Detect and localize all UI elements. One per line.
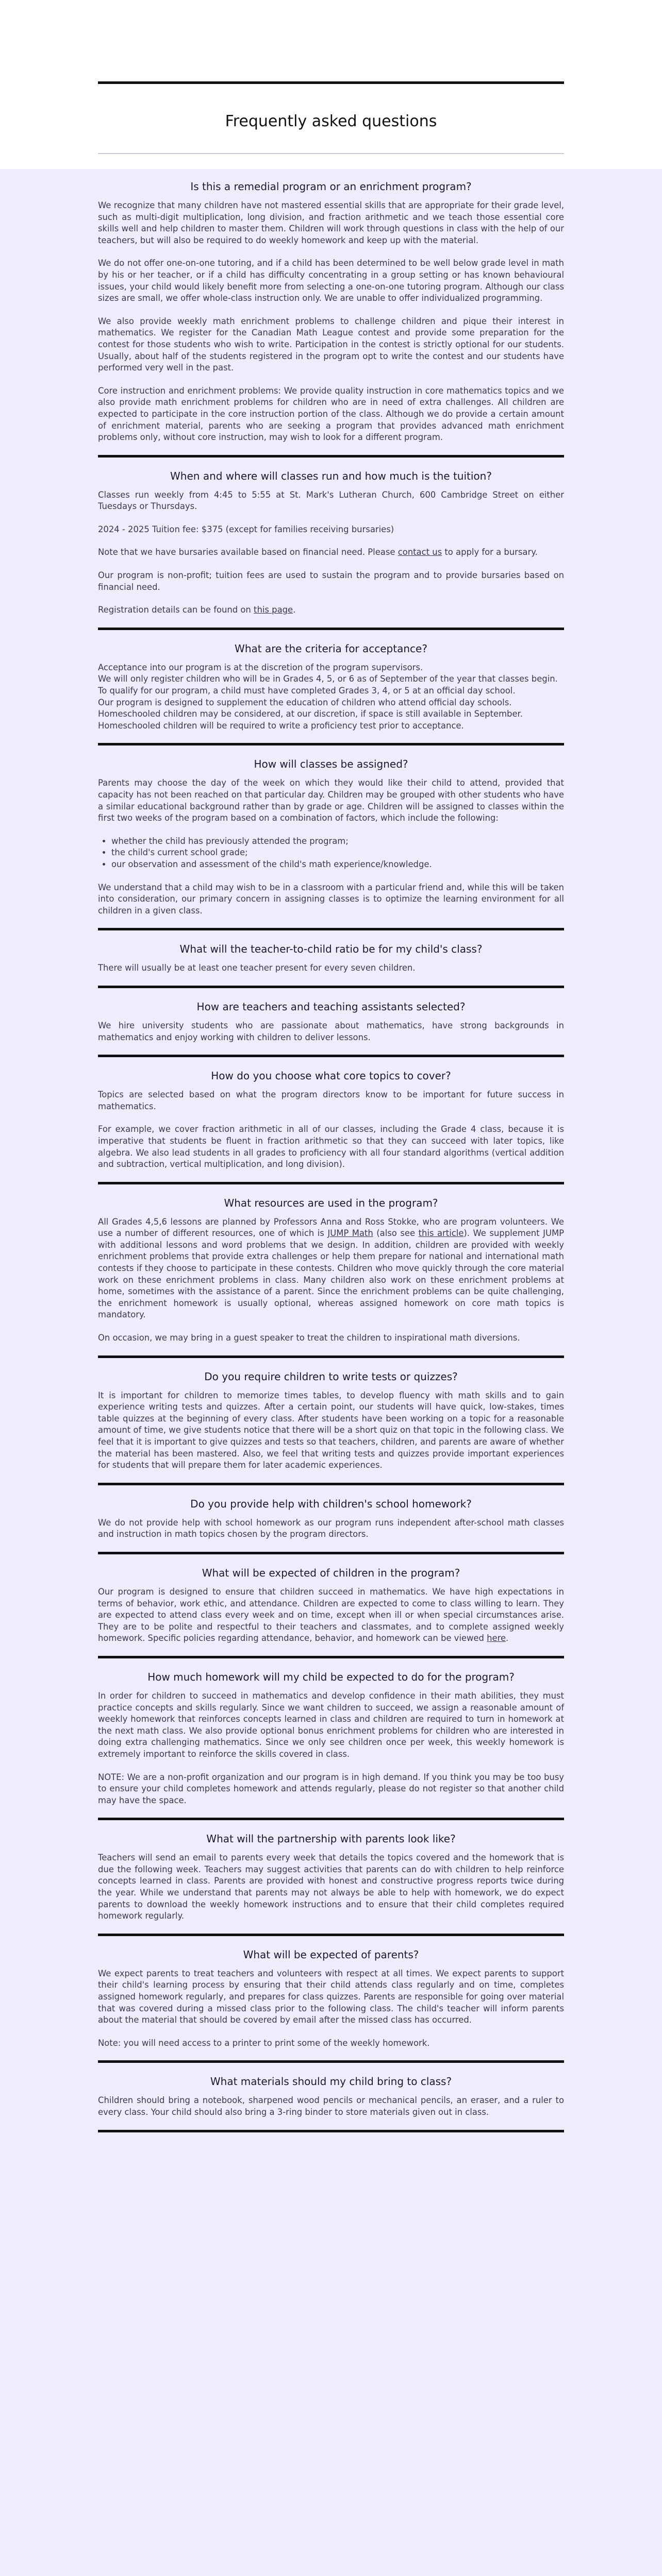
text-fragment: Note that we have bursaries available based on financial need. Please bbox=[98, 547, 398, 557]
divider bbox=[98, 81, 564, 84]
policies-link[interactable]: here bbox=[487, 1633, 506, 1643]
faq-answer bbox=[98, 1216, 564, 1321]
faq-answer: Parents may choose the day of the week on which they would like their child to attend, provided that capacity has not been reached on that particular day. Children may be grouped with other students who have a similar educational background rather than by grade or age. Children will be assigned to classes within the first two weeks of the program based on a combination of factors, which include the following: bbox=[98, 778, 564, 823]
faq-question: What will be expected of parents? bbox=[243, 1948, 419, 1961]
faq-answer: We understand that a child may wish to be in a classroom with a particular friend and, while this will be taken into consideration, our primary concern in assigning classes is to optimize the learning environment for all children in a given class. bbox=[98, 882, 564, 916]
faq-answer bbox=[98, 1586, 564, 1645]
text-line: We will only register children who will be in Grades 4, 5, or 6 as of September of the year that classes begin. bbox=[98, 674, 558, 684]
faq-question: Do you provide help with children's school homework? bbox=[190, 1497, 472, 1510]
faq-schedule-and-tuition bbox=[98, 470, 564, 630]
faq-question: What resources are used in the program? bbox=[224, 1196, 438, 1209]
faq-core-topics bbox=[98, 1070, 564, 1184]
text-fragment: Registration details can be found on bbox=[98, 605, 254, 615]
text-line: Our program is designed to supplement the education of children who attend official day schools. bbox=[98, 697, 512, 707]
text-fragment: All Grades 4,5,6 lessons are planned by Professors Anna and Ross Stokke, who are program volunteers. We use a number of different resources, one of which is bbox=[98, 1216, 564, 1239]
text-fragment: to apply for a bursary. bbox=[442, 547, 538, 557]
faq-parent-partnership bbox=[98, 1833, 564, 1936]
criteria-list bbox=[111, 836, 564, 871]
page-title: Frequently asked questions bbox=[225, 112, 437, 130]
divider bbox=[98, 1552, 564, 1554]
registration-page-link[interactable]: this page bbox=[254, 605, 293, 615]
faq-class-assignment bbox=[98, 758, 564, 930]
list-item: • whether the child has previously attended the program; bbox=[111, 836, 564, 848]
faq-question: How will classes be assigned? bbox=[254, 758, 408, 771]
faq-answer: Note: you will need access to a printer to print some of the weekly homework. bbox=[98, 2038, 430, 2048]
faq-answer: Teachers will send an email to parents every week that details the topics covered and the homework that is due the following week. Teachers may suggest activities that parents can do with children to help reinforce concepts learned in class. Parents are provided with honest and constructive progress reports twice during the year. While we understand that parents may not always be able to help with homework, we do expect parents to download the weekly homework instructions and to ensure that their child completes required homework regularly. bbox=[98, 1853, 564, 1921]
page-header bbox=[0, 0, 662, 169]
faq-answer: We hire university students who are passionate about mathematics, have strong backgrounds in mathematics and enjoy working with children to deliver lessons. bbox=[98, 1020, 564, 1042]
text-fragment: (also see bbox=[373, 1228, 419, 1239]
faq-question: Do you require children to write tests or quizzes? bbox=[204, 1370, 458, 1383]
divider bbox=[98, 1182, 564, 1184]
divider bbox=[98, 743, 564, 745]
divider bbox=[98, 1818, 564, 1820]
faq-answer: There will usually be at least one teacher present for every seven children. bbox=[98, 963, 416, 973]
divider bbox=[98, 153, 564, 154]
faq-acceptance-criteria bbox=[98, 642, 564, 746]
faq-question: How much homework will my child be expected to do for the program? bbox=[147, 1670, 515, 1683]
divider bbox=[98, 1355, 564, 1358]
jump-math-link[interactable]: JUMP Math bbox=[327, 1228, 373, 1239]
faq-list bbox=[98, 180, 564, 2145]
list-item: • our observation and assessment of the child's math experience/knowledge. bbox=[111, 859, 564, 871]
text-fragment: . bbox=[293, 605, 296, 615]
faq-materials bbox=[98, 2075, 564, 2132]
text-fragment: Our program is designed to ensure that children succeed in mathematics. We have high expectations in terms of behavior, work ethic, and attendance. Children are expected to come to class willing to learn. They are expected to attend class every week and on time, except when ill or when special circumstances arise. They are to be polite and respectful to their teachers and classmates, and to complete assigned weekly homework. Specific policies regarding attendance, behavior, and homework can be viewed bbox=[98, 1586, 564, 1643]
article-link[interactable]: this article bbox=[418, 1228, 464, 1239]
divider bbox=[98, 1483, 564, 1485]
faq-child-expectations bbox=[98, 1567, 564, 1658]
faq-answer: Classes run weekly from 4:45 to 5:55 at St. Mark's Lutheran Church, 600 Cambridge Street on either Tuesdays or Thursdays. bbox=[98, 489, 564, 512]
divider bbox=[98, 2060, 564, 2063]
faq-question: Is this a remedial program or an enrichment program? bbox=[190, 180, 472, 193]
faq-answer: We also provide weekly math enrichment problems to challenge children and pique their interest in mathematics. We register for the Canadian Math League contest and provide some preparation for the contest for those students who wish to write. Participation in the contest is strictly optional for our students. Usually, about half of the students registered in the program opt to write the contest and our students have performed very well in the past. bbox=[98, 316, 564, 373]
faq-area bbox=[0, 169, 662, 2576]
faq-resources bbox=[98, 1197, 564, 1358]
faq-parent-expectations bbox=[98, 1948, 564, 2063]
text-line: To qualify for our program, a child must have completed Grades 3, 4, or 5 at an official day school. bbox=[98, 686, 516, 696]
faq-answer: Our program is non-profit; tuition fees are used to sustain the program and to provide bursaries based on financial need. bbox=[98, 570, 564, 592]
faq-answer: It is important for children to memorize times tables, to develop fluency with math skills and to gain experience writing tests and quizzes. After a certain point, our students will have quick, low-stakes, times table quizzes at the beginning of every class. After students have been working on a topic for a reasonable amount of time, we give students notice that there will be a short quiz on that topic in the following class. We feel that it is important to give quizzes and tests so that teachers, children, and parents are aware of whether the material has been mastered. Also, we feel that writing tests and quizzes provide important experiences for students that will prepare them for later academic experiences. bbox=[98, 1390, 564, 1470]
text-fragment: . bbox=[506, 1633, 509, 1643]
divider bbox=[98, 455, 564, 457]
faq-teacher-selection bbox=[98, 1001, 564, 1057]
contact-us-link[interactable]: contact us bbox=[398, 547, 442, 557]
faq-answer: We recognize that many children have not mastered essential skills that are appropriate for their grade level, such as multi-digit multiplication, long division, and fraction arithmetic and we teach those essential core skills well and help children to master them. Children will work through questions in class with the help of our teachers, but will also be required to do weekly homework and keep up with the material. bbox=[98, 200, 564, 245]
faq-answer: We do not provide help with school homework as our program runs independent after-school math classes and instruction in math topics chosen by the program directors. bbox=[98, 1517, 564, 1539]
faq-answer: We do not offer one-on-one tutoring, and if a child has been determined to be well below grade level in math by his or her teacher, or if a child has difficulty concentrating in a group setting or has known behavioural issues, your child would likely benefit more from selecting a one-on-one tutoring program. Although our class sizes are small, we offer whole-class instruction only. We are unable to offer individualized programming. bbox=[98, 258, 564, 303]
faq-answer: In order for children to succeed in mathematics and develop confidence in their math abilities, they must practice concepts and skills regularly. Since we want children to succeed, we assign a reasonable amount of weekly homework that reinforces concepts learned in class and children are required to turn in homework at the next math class. We also provide optional bonus enrichment problems for children who are interested in doing extra challenging mathematics. Since we only see children once per week, this weekly homework is extremely important to reinforce the skills covered in class. bbox=[98, 1690, 564, 1759]
faq-answer: On occasion, we may bring in a guest speaker to treat the children to inspirational math diversions. bbox=[98, 1333, 520, 1343]
text-line: Acceptance into our program is at the discretion of the program supervisors. bbox=[98, 662, 423, 672]
faq-answer bbox=[98, 662, 564, 732]
faq-question: What will the teacher-to-child ratio be for my child's class? bbox=[179, 943, 483, 956]
faq-tests-quizzes bbox=[98, 1370, 564, 1485]
faq-answer: 2024 - 2025 Tuition fee: $375 (except for families receiving bursaries) bbox=[98, 524, 394, 534]
divider bbox=[98, 2130, 564, 2132]
faq-question: What will be expected of children in the program? bbox=[202, 1566, 460, 1579]
divider bbox=[98, 1055, 564, 1057]
faq-answer: We expect parents to treat teachers and volunteers with respect at all times. We expect parents to support their child's learning process by ensuring that their child attends class regularly and on time, completes assigned homework regularly, and prepares for class quizzes. Parents are responsible for going over material that was covered during a missed class prior to the following class. The child's teacher will inform parents about the material that should be covered by email after the missed class has occurred. bbox=[98, 1968, 564, 2025]
faq-question: What materials should my child bring to class? bbox=[210, 2075, 452, 2088]
faq-answer: Children should bring a notebook, sharpened wood pencils or mechanical pencils, an eraser, and a ruler to every class. Your child should also bring a 3-ring binder to store materials given out in class. bbox=[98, 2095, 564, 2117]
faq-question: How are teachers and teaching assistants selected? bbox=[196, 1000, 466, 1013]
divider bbox=[98, 1656, 564, 1658]
faq-answer: Topics are selected based on what the program directors know to be important for future success in mathematics. bbox=[98, 1090, 564, 1111]
faq-answer: For example, we cover fraction arithmetic in all of our classes, including the Grade 4 class, because it is imperative that students be fluent in fraction arithmetic so that they can succeed with later topics, like algebra. We also lead students in all grades to proficiency with all four standard algorithms (vertical addition and subtraction, vertical multiplication, and long division). bbox=[98, 1124, 564, 1170]
faq-remedial-or-enrichment bbox=[98, 180, 564, 457]
text-fragment: ). We supplement JUMP with additional lessons and word problems that we design. In addition, children are provided with weekly enrichment problems that provide extra challenges or help them prepare for national and international math contests if they choose to participate in these contests. Children who move quickly through the core material work on these enrichment problems in class. Many children also work on these enrichment problems at home, sometimes with the assistance of a parent. Since the enrichment problems can be quite challenging, the enrichment homework is usually optional, whereas assigned homework on core math topics is mandatory. bbox=[98, 1228, 564, 1320]
faq-answer bbox=[98, 547, 564, 558]
faq-question: When and where will classes run and how much is the tuition? bbox=[170, 469, 492, 482]
faq-answer: Core instruction and enrichment problems: We provide quality instruction in core mathematics topics and we also provide math enrichment problems for children who are in need of extra challenges. All children are expected to participate in the core instruction portion of the class. Although we do provide a certain amount of enrichment material, parents who are seeking a program that provides advanced math enrichment problems only, without core instruction, may wish to look for a different program. bbox=[98, 385, 564, 443]
faq-teacher-ratio bbox=[98, 943, 564, 988]
faq-question: What will the partnership with parents look like? bbox=[206, 1833, 456, 1845]
faq-question: How do you choose what core topics to cover? bbox=[211, 1070, 451, 1082]
divider bbox=[98, 628, 564, 630]
text-line: Homeschooled children may be considered, at our discretion, if space is still available in September. bbox=[98, 709, 523, 719]
faq-school-homework bbox=[98, 1498, 564, 1554]
faq-answer bbox=[98, 604, 564, 616]
text-line: Homeschooled children will be required to write a proficiency test prior to acceptance. bbox=[98, 720, 464, 731]
faq-answer: NOTE: We are a non-profit organization and our program is in high demand. If you think you may be too busy to ensure your child completes homework and attends regularly, please do not register so that another child may have the space. bbox=[98, 1772, 564, 1805]
divider bbox=[98, 986, 564, 988]
list-item: • the child's current school grade; bbox=[111, 847, 564, 859]
faq-question: What are the criteria for acceptance? bbox=[235, 642, 427, 655]
divider bbox=[98, 928, 564, 930]
divider bbox=[98, 1934, 564, 1936]
faq-homework-amount bbox=[98, 1671, 564, 1820]
